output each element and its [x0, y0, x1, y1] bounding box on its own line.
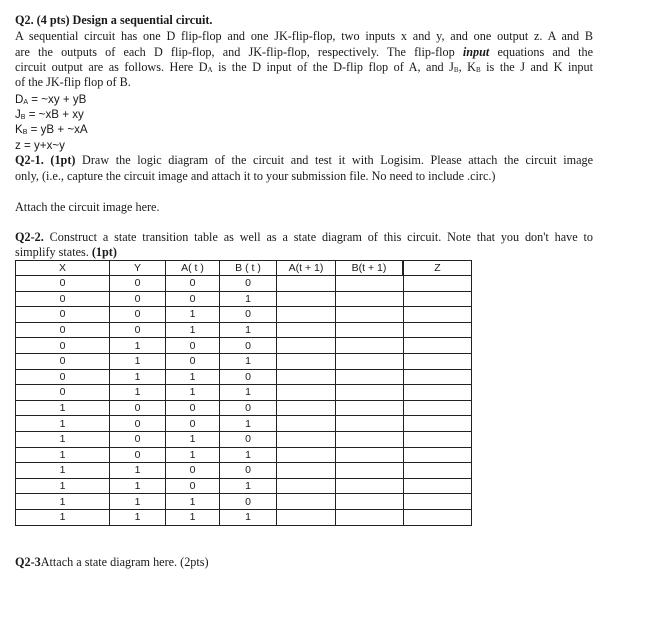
cell-b-next[interactable] — [336, 400, 404, 416]
cell-z[interactable] — [403, 431, 472, 447]
cell-a-next[interactable] — [277, 416, 336, 432]
cell-a-next[interactable] — [277, 322, 336, 338]
cell-a-next[interactable] — [277, 463, 336, 479]
question-title: Q2. (4 pts) Design a sequential circuit. — [15, 13, 213, 27]
cell-a-t: 0 — [166, 400, 220, 416]
cell-y: 0 — [110, 307, 166, 323]
header-z: Z — [403, 261, 472, 276]
cell-x: 0 — [16, 276, 110, 292]
cell-a-t: 0 — [166, 291, 220, 307]
q2-2-line-1: Q2-2. Construct a state transition table as well as a state diagram of this circuit. Note that you don't have to — [15, 230, 593, 244]
table-header-row — [16, 261, 472, 276]
cell-y: 0 — [110, 447, 166, 463]
cell-b-next[interactable] — [336, 447, 404, 463]
cell-x: 1 — [16, 509, 110, 525]
cell-z[interactable] — [403, 291, 472, 307]
cell-a-t: 1 — [166, 447, 220, 463]
cell-x: 0 — [16, 338, 110, 354]
q2-1-line-1: Q2-1. (1pt) Draw the logic diagram of the circuit and test it with Logisim. Please attach the circuit image — [15, 153, 593, 167]
cell-a-t: 0 — [166, 276, 220, 292]
cell-y: 1 — [110, 338, 166, 354]
cell-x: 1 — [16, 478, 110, 494]
cell-x: 0 — [16, 322, 110, 338]
cell-y: 0 — [110, 276, 166, 292]
table-row — [16, 447, 472, 463]
cell-z[interactable] — [403, 353, 472, 369]
cell-y: 1 — [110, 369, 166, 385]
cell-a-next[interactable] — [277, 353, 336, 369]
table-row — [16, 322, 472, 338]
cell-a-next[interactable] — [277, 338, 336, 354]
equation-jb: $J_B$ = ~xB + xy — [15, 108, 84, 121]
cell-a-next[interactable] — [277, 494, 336, 510]
cell-a-next[interactable] — [277, 369, 336, 385]
cell-b-t: 1 — [220, 447, 277, 463]
equation-da: $D_A$ = ~xy + yB — [15, 93, 87, 106]
cell-y: 0 — [110, 322, 166, 338]
cell-a-next[interactable] — [277, 431, 336, 447]
cell-z[interactable] — [403, 494, 472, 510]
table-row — [16, 478, 472, 494]
cell-a-t: 0 — [166, 338, 220, 354]
cell-b-next[interactable] — [336, 322, 404, 338]
cell-b-next[interactable] — [336, 478, 404, 494]
cell-x: 1 — [16, 463, 110, 479]
cell-z[interactable] — [403, 276, 472, 292]
cell-y: 0 — [110, 431, 166, 447]
table-row — [16, 369, 472, 385]
cell-a-next[interactable] — [277, 478, 336, 494]
cell-x: 1 — [16, 447, 110, 463]
cell-y: 1 — [110, 478, 166, 494]
header-x: X — [16, 261, 110, 276]
header-b-next: B(t + 1) — [336, 261, 404, 276]
header-b-t: B ( t ) — [220, 261, 277, 276]
cell-b-t: 0 — [220, 276, 277, 292]
cell-a-t: 1 — [166, 431, 220, 447]
cell-b-next[interactable] — [336, 509, 404, 525]
cell-z[interactable] — [403, 400, 472, 416]
cell-z[interactable] — [403, 509, 472, 525]
intro-line-3: circuit output are as follows. Here $D_A$ is the D input of the D-flip flop of A, and $J_B$, $K_B$ is the J and K input — [15, 60, 594, 74]
cell-y: 1 — [110, 353, 166, 369]
cell-b-next[interactable] — [336, 463, 404, 479]
cell-a-t: 0 — [166, 463, 220, 479]
cell-a-t: 0 — [166, 478, 220, 494]
table-row — [16, 276, 472, 292]
cell-b-next[interactable] — [336, 385, 404, 401]
cell-a-t: 1 — [166, 494, 220, 510]
cell-z[interactable] — [403, 478, 472, 494]
cell-z[interactable] — [403, 322, 472, 338]
table-row — [16, 385, 472, 401]
cell-y: 1 — [110, 385, 166, 401]
cell-a-next[interactable] — [277, 400, 336, 416]
cell-a-t: 1 — [166, 307, 220, 323]
cell-a-t: 0 — [166, 353, 220, 369]
cell-b-next[interactable] — [336, 353, 404, 369]
table-row — [16, 338, 472, 354]
cell-b-t: 0 — [220, 463, 277, 479]
cell-z[interactable] — [403, 416, 472, 432]
table-row — [16, 494, 472, 510]
intro-line-1: A sequential circuit has one D flip-flop and one JK-flip-flop, two inputs x and y, and one output z. A and B — [15, 29, 593, 43]
intro-line-4: of the JK-flip flop of B. — [15, 75, 131, 89]
q2-2-line-2: simplify states. (1pt) — [15, 245, 117, 259]
cell-a-t: 0 — [166, 416, 220, 432]
cell-z[interactable] — [403, 447, 472, 463]
cell-x: 0 — [16, 385, 110, 401]
cell-a-t: 1 — [166, 509, 220, 525]
cell-b-next[interactable] — [336, 416, 404, 432]
cell-y: 1 — [110, 494, 166, 510]
cell-z[interactable] — [403, 338, 472, 354]
cell-a-next[interactable] — [277, 509, 336, 525]
cell-b-t: 1 — [220, 291, 277, 307]
cell-z[interactable] — [403, 307, 472, 323]
equation-kb: $K_B$ = yB + ~xA — [15, 123, 88, 136]
cell-b-t: 1 — [220, 509, 277, 525]
cell-b-t: 0 — [220, 338, 277, 354]
cell-a-next[interactable] — [277, 291, 336, 307]
intro-line-2: are the outputs of each D flip-flop, and JK-flip-flop, respectively. The flip-flop input equations and the — [15, 45, 594, 59]
cell-x: 1 — [16, 416, 110, 432]
cell-b-t: 1 — [220, 478, 277, 494]
cell-b-next[interactable] — [336, 291, 404, 307]
state-transition-table — [15, 260, 472, 526]
cell-y: 0 — [110, 400, 166, 416]
cell-b-t: 0 — [220, 400, 277, 416]
cell-z[interactable] — [403, 385, 472, 401]
header-a-t: A( t ) — [166, 261, 220, 276]
cell-x: 0 — [16, 291, 110, 307]
table-row — [16, 509, 472, 525]
cell-b-t: 1 — [220, 353, 277, 369]
cell-b-t: 1 — [220, 385, 277, 401]
cell-y: 0 — [110, 291, 166, 307]
cell-a-next[interactable] — [277, 307, 336, 323]
cell-a-next[interactable] — [277, 447, 336, 463]
cell-a-t: 1 — [166, 369, 220, 385]
cell-b-t: 0 — [220, 307, 277, 323]
cell-y: 1 — [110, 509, 166, 525]
cell-a-next[interactable] — [277, 276, 336, 292]
table-row — [16, 400, 472, 416]
cell-a-next[interactable] — [277, 385, 336, 401]
cell-a-t: 1 — [166, 385, 220, 401]
cell-x: 0 — [16, 369, 110, 385]
cell-b-next[interactable] — [336, 338, 404, 354]
table-row — [16, 291, 472, 307]
table-row — [16, 431, 472, 447]
cell-b-next[interactable] — [336, 276, 404, 292]
cell-b-t: 1 — [220, 322, 277, 338]
cell-x: 1 — [16, 494, 110, 510]
cell-a-t: 1 — [166, 322, 220, 338]
cell-b-next[interactable] — [336, 369, 404, 385]
cell-b-next[interactable] — [336, 494, 404, 510]
header-y: Y — [110, 261, 166, 276]
table-row — [16, 463, 472, 479]
table-row — [16, 353, 472, 369]
table-row — [16, 307, 472, 323]
cell-y: 0 — [110, 416, 166, 432]
header-a-next: A(t + 1) — [277, 261, 336, 276]
cell-z[interactable] — [403, 369, 472, 385]
cell-z[interactable] — [403, 463, 472, 479]
q2-3-line: Q2-3Attach a state diagram here. (2pts) — [15, 555, 209, 569]
cell-b-t: 0 — [220, 369, 277, 385]
cell-x: 0 — [16, 307, 110, 323]
cell-x: 1 — [16, 400, 110, 416]
cell-b-next[interactable] — [336, 307, 404, 323]
equation-z: z = y+x~y — [15, 139, 65, 152]
cell-b-t: 0 — [220, 431, 277, 447]
q2-1-line-2: only, (i.e., capture the circuit image and attach it to your submission file. No need to include .circ.) — [15, 169, 496, 183]
cell-x: 0 — [16, 353, 110, 369]
cell-b-t: 0 — [220, 494, 277, 510]
cell-x: 1 — [16, 431, 110, 447]
cell-b-next[interactable] — [336, 431, 404, 447]
attach-circuit-note: Attach the circuit image here. — [15, 200, 160, 214]
cell-b-t: 1 — [220, 416, 277, 432]
cell-y: 1 — [110, 463, 166, 479]
table-row — [16, 416, 472, 432]
